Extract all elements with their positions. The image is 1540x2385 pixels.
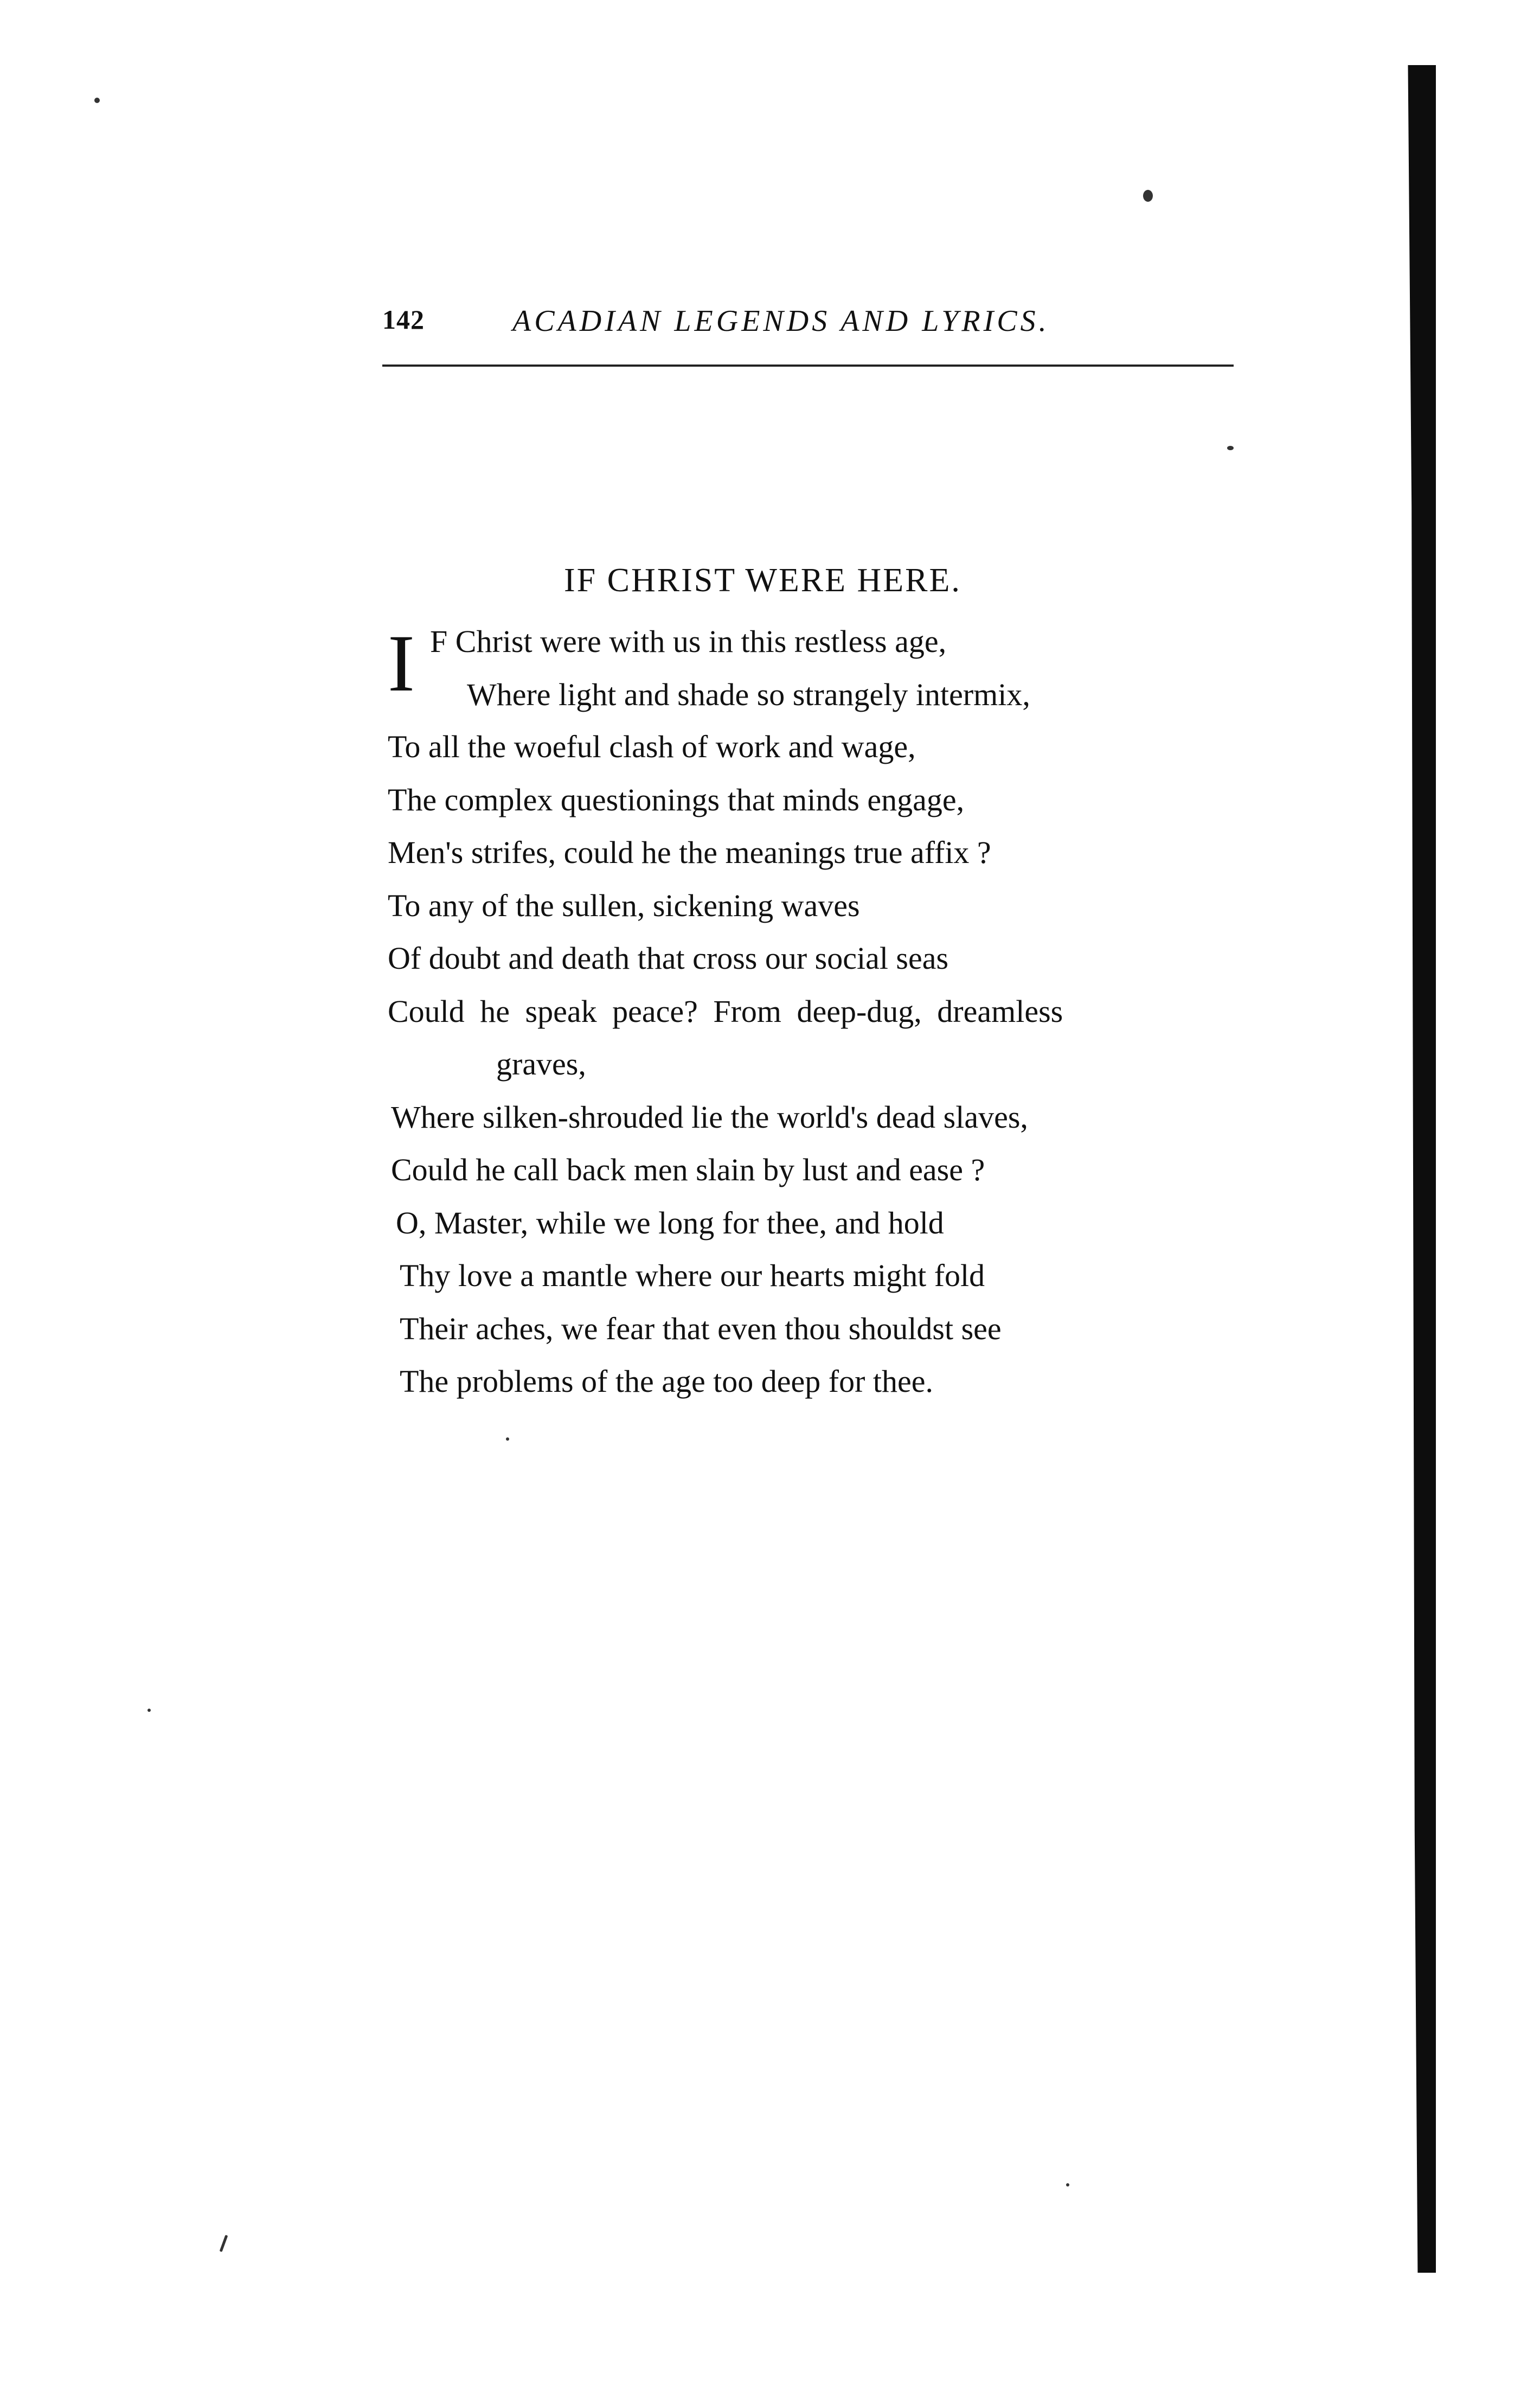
poem-line: The complex questionings that minds engage, [388,782,965,817]
scan-speck [220,2235,228,2252]
scan-speck [94,98,100,103]
poem-line: Where light and shade so strangely intermix, [467,677,1030,712]
poem-line: F Christ were with us in this restless age, [430,624,947,659]
poem-line: To any of the sullen, sickening waves [388,888,860,923]
page-number: 142 [382,304,425,335]
poem-line: To all the woeful clash of work and wage, [388,729,916,764]
scan-speck [506,1437,509,1441]
scan-speck [1066,2183,1069,2186]
page-header [382,304,1234,353]
poem-line: Men's strifes, could he the meanings true affix ? [388,835,991,870]
scan-speck [1227,446,1234,450]
poem-line: Their aches, we fear that even thou shouldst see [400,1311,1002,1346]
header-rule [382,365,1234,367]
poem-line: Could he speak peace? From deep-dug, dreamless [388,994,1063,1029]
scan-speck [1143,190,1153,202]
running-title: ACADIAN LEGENDS AND LYRICS. [512,304,1050,338]
poem-line: O, Master, while we long for thee, and hold [396,1205,944,1241]
poem-line: Where silken-shrouded lie the world's dead slaves, [391,1099,1028,1135]
poem-line: graves, [496,1046,586,1082]
poem-line: Could he call back men slain by lust and ease ? [391,1152,985,1187]
poem-line: Thy love a mantle where our hearts might fold [400,1258,985,1293]
binding-shadow [1406,65,1436,2273]
poem-line: Of doubt and death that cross our social seas [388,941,949,976]
scan-speck [147,1709,151,1712]
drop-cap: I [388,618,415,708]
poem-title: IF CHRIST WERE HERE. [564,562,961,599]
poem-line: The problems of the age too deep for thee. [400,1364,934,1399]
